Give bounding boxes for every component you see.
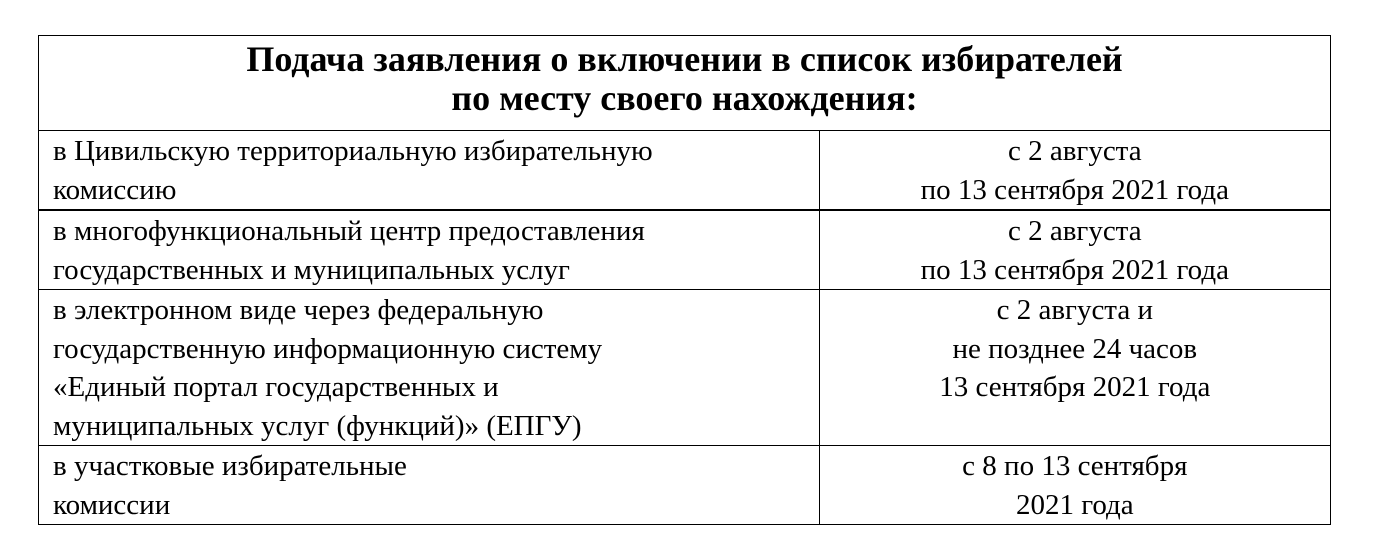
submission-place-line: государственных и муниципальных услуг (53, 253, 570, 286)
voter-application-table (38, 35, 1331, 525)
table-row (39, 210, 1331, 290)
table-row (39, 131, 1331, 211)
submission-period-line: 2021 года (1015, 488, 1134, 521)
submission-period-line: по 13 сентября 2021 года (920, 173, 1229, 206)
submission-place-line: в многофункциональный центр предоставления (53, 215, 645, 247)
submission-place-cell (39, 210, 820, 290)
submission-place-cell (39, 131, 820, 211)
submission-period-line: по 13 сентября 2021 года (920, 253, 1229, 286)
submission-place-line: «Единый портал государственных и (53, 371, 499, 403)
submission-place-line: государственную информационную систему (53, 332, 603, 365)
submission-period-line: с 2 августа (1007, 215, 1142, 247)
submission-period-cell (819, 210, 1330, 290)
submission-place-line: комиссию (53, 173, 177, 206)
submission-period-line: не позднее 24 часов (952, 332, 1198, 365)
submission-period-line: 13 сентября 2021 года (939, 371, 1211, 403)
table-title (39, 36, 1331, 131)
table-header-row (39, 36, 1331, 131)
submission-period-cell (819, 290, 1330, 446)
submission-place-cell (39, 446, 820, 525)
submission-place-line: в электронном виде через федеральную (53, 294, 544, 326)
submission-period-line: с 2 августа и (996, 294, 1153, 326)
table-row (39, 446, 1331, 525)
submission-period-cell (819, 446, 1330, 525)
table-row (39, 290, 1331, 446)
submission-place-line: в участковые избирательные (53, 450, 407, 482)
submission-place-line: комиссии (53, 488, 171, 521)
table-title-line-2: по месту своего нахождения: (451, 78, 918, 118)
submission-period-line: с 2 августа (1007, 135, 1142, 167)
submission-place-cell (39, 290, 820, 446)
submission-period-line: с 8 по 13 сентября (962, 450, 1188, 482)
table-title-line-1: Подача заявления о включении в список избирателей (246, 39, 1123, 79)
submission-place-line: в Цивильскую территориальную избирательную (53, 135, 653, 167)
submission-period-cell (819, 131, 1330, 211)
submission-place-line: муниципальных услуг (функций)» (ЕПГУ) (53, 409, 582, 442)
